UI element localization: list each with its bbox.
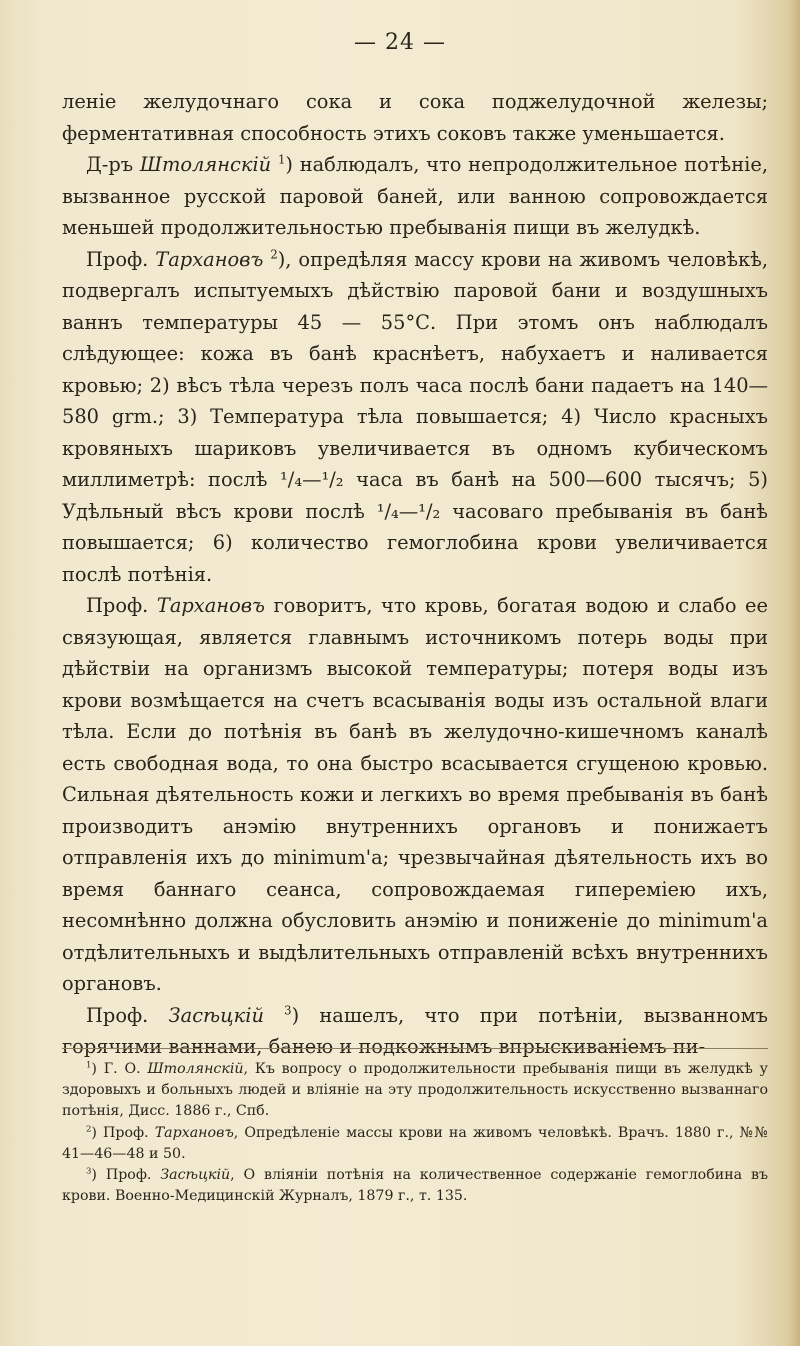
footnote <box>62 1165 768 1207</box>
paragraph-text: говоритъ, что кровь, богатая водою и слабо ее связующая, является главнымъ источникомъ потерь воды при дѣйствіи на организмъ высокой температуры; потеря воды изъ крови возмѣщается на счетъ всасыванія воды изъ остальной влаги тѣла. Если до потѣнія въ банѣ въ желудочно-кишечномъ каналѣ есть свободная вода, то она быстро всасывается сгущеною кровью. Сильная дѣятельность кожи и легкихъ во время пребыванія въ банѣ производитъ анэмію внутреннихъ органовъ и понижаетъ отправленія ихъ до minimum'a; чрезвычайная дѣятельность ихъ во время баннаго сеанса, сопровождаемая гипереміею ихъ, несомнѣнно должна обусловить анэмію и пониженіе до minimum'a отдѣлительныхъ и выдѣлительныхъ отправленій всѣхъ внутреннихъ органовъ. <box>62 594 768 995</box>
paragraph-text: леніе желудочнаго сока и сока поджелудочной железы; ферментативная способность этихъ соковъ также уменьшается. <box>62 90 768 145</box>
author-name: Засѣцкій <box>168 1003 264 1027</box>
footnote-mark: 1 <box>86 1060 92 1071</box>
footnote-ref[interactable]: 1 <box>277 152 286 167</box>
page-edge-shadow <box>788 0 800 1346</box>
footnote-prefix: ) Проф. <box>91 1167 161 1184</box>
footnote <box>62 1059 768 1123</box>
main-text <box>62 86 768 1063</box>
page-number: — 24 — <box>354 30 446 55</box>
paragraph <box>62 590 768 1000</box>
footnote <box>62 1123 768 1165</box>
footnote-ref[interactable]: 2 <box>270 247 278 262</box>
footnote-author: Штолянскій <box>147 1061 244 1077</box>
paragraph-prefix: Д-ръ <box>86 153 140 176</box>
paragraph-prefix: Проф. <box>86 247 156 271</box>
author-name: Тархановъ <box>155 247 264 271</box>
paragraph-text: ) нашелъ, что при потѣніи, вызванномъ горячими ваннами, банею и подкожнымъ впрыскиваніемъ пи- <box>62 1003 768 1058</box>
footnote-mark: 3 <box>86 1166 92 1177</box>
footnote-mark: 2 <box>86 1123 92 1134</box>
footnote-text: , О вліяніи потѣнія на количественное содержаніе гемоглобина въ крови. Военно-Медицинскій Журналъ, 1879 г., т. 135. <box>62 1167 768 1205</box>
paragraph-prefix: Проф. <box>86 594 157 617</box>
paragraph-text: ), опредѣляя массу крови на живомъ человѣкѣ, подвергалъ испытуемыхъ дѣйствію паровой бани и воздушныхъ ваннъ температуры 45 — 55°С. При этомъ онъ наблюдалъ слѣдующее: кожа въ банѣ краснѣетъ, набухаетъ и наливается кровью; 2) вѣсъ тѣла черезъ полъ часа послѣ бани падаетъ на 140—580 grm.; 3) Температура тѣла повышается; 4) Число красныхъ кровяныхъ шариковъ увеличивается въ одномъ кубическомъ миллиметрѣ: послѣ ¹/₄—¹/₂ часа въ банѣ на 500—600 тысячъ; 5) Удѣльный вѣсъ крови послѣ ¹/₄—¹/₂ часоваго пребыванія въ банѣ повышается; 6) количество гемоглобина крови увеличивается послѣ потѣнія. <box>62 247 768 586</box>
footnote-ref[interactable]: 3 <box>284 1003 292 1018</box>
footnotes <box>62 1048 768 1207</box>
footnote-author: Засѣцкій <box>160 1167 231 1184</box>
footnote-author: Тархановъ <box>154 1124 234 1141</box>
footnote-text: , Опредѣленіе массы крови на живомъ человѣкѣ. Врачъ. 1880 г., №№ 41—46—48 и 50. <box>62 1124 768 1162</box>
paragraph <box>62 149 768 244</box>
author-name: Штолянскій <box>139 153 272 176</box>
footnote-prefix: ) Г. О. <box>91 1061 148 1077</box>
footnote-prefix: ) Проф. <box>91 1124 155 1141</box>
paragraph <box>62 86 768 149</box>
footnote-text: , Къ вопросу о продолжительности пребыванія пищи въ желудкѣ у здоровыхъ и больныхъ людей и вліяніе на эту продолжительность искусственно вызваннаго потѣнія, Дисс. 1886 г., Спб. <box>62 1061 769 1120</box>
paragraph-prefix: Проф. <box>86 1003 169 1027</box>
paragraph <box>62 244 768 591</box>
author-name: Тархановъ <box>156 594 265 617</box>
paragraph-text: ) наблюдалъ, что непродолжительное потѣніе, вызванное русской паровой баней, или ванною сопровождается меньшей продолжительностью пребыванія пищи въ желудкѣ. <box>62 153 768 239</box>
